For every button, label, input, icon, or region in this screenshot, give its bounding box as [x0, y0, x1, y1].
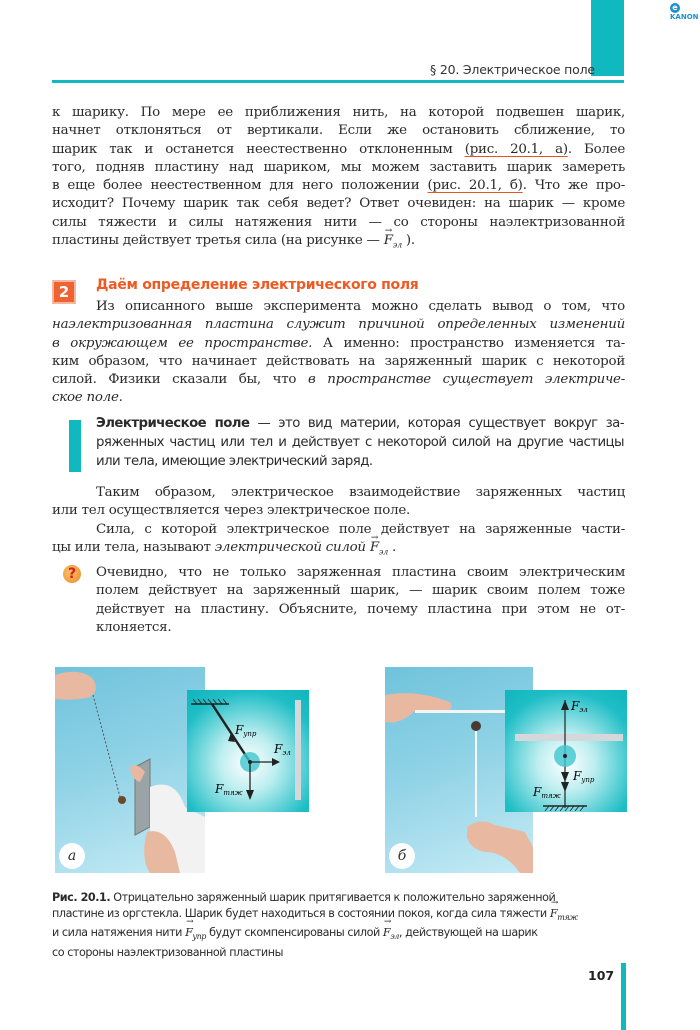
intro-paragraph: к шарику. По мере ее приближения нить, на которой подвешен шарик, начнет отклоняться от вертикали. Если же остановить сближение, то шарик так и останется неестественно отклоненным (рис. 20.1, а). Более того, подняв пластину над шариком, мы можем заставить шарик замереть в еще более неестественном для него положении (рис. 20.1, б). Что же про- исходит? Почему шарик так себя ведет? Ответ очевиден: на шарик — кроме силы тяжести и силы натяжения нити — со стороны наэлектризованной пластины действует третья сила (на рисунке — → $F_{эл}$ ). — [52, 104, 625, 255]
tension-force-symbol: → $F_{упр}$ — [185, 925, 206, 945]
force-diagram-b-svg — [505, 690, 627, 812]
electric-force-label: Fэл — [274, 742, 291, 757]
section-title: Даём определение электрического поля — [96, 277, 419, 293]
page-number: 107 — [588, 968, 615, 983]
figure-caption: Рис. 20.1. Отрицательно заряженный шарик притягивается к положительно заряженной пластине из оргстекла. Шарик будет находиться в состоянии покоя, когда сила тяжести → $F_{тяж}$ и сила натяжения нити → $F_{упр}$ будут скомпенсированы силой → $F_{эл}$, действующей на шарик со стороны наэлектризованной пластины — [52, 890, 592, 960]
gravity-force-symbol: → $F_{тяж}$ — [550, 906, 578, 926]
panel-label-a: а — [59, 843, 85, 869]
experiment-photo-a — [55, 667, 205, 873]
definition-marker — [69, 420, 81, 472]
section-paragraph: Из описанного выше эксперимента можно сделать вывод о том, что наэлектризованная пластина служит причиной определенных изменений в окружающем ее пространстве. А именно: пространство изменяется та- ким образом, что начинает действовать на заряженный шарик с некоторой силой. Физики сказали бы, что в пространстве существует электриче- ское поле. — [52, 299, 625, 406]
caption-label: Рис. 20.1. — [52, 891, 111, 904]
question-paragraph: Очевидно, что не только заряженная пластина своим электрическим полем действует на заряженный шарик, — шарик своим полем тоже действует на пластину. Объясните, почему пластина при этом не от- клоняется. — [96, 565, 625, 635]
question-icon: ? — [63, 565, 81, 583]
electric-force-symbol: → $F_{эл}$ — [383, 925, 399, 945]
figure-ref-b[interactable]: (рис. 20.1, б) — [427, 178, 523, 194]
page-number-bar — [621, 963, 626, 1030]
header-rule — [52, 80, 624, 83]
hand-icon — [385, 693, 452, 722]
force-diagram-a-svg — [187, 690, 309, 812]
electric-force-symbol: → $F_{эл}$ — [384, 232, 402, 255]
hand-icon — [55, 672, 96, 700]
figure-ref-a[interactable]: (рис. 20.1, а) — [464, 141, 568, 157]
force-diagram-b — [505, 690, 627, 812]
definition-block: Электрическое поле — это вид материи, которая существует вокруг за- ряженных частиц или тел и действует с некоторой силой на другие частицы или тела, имеющие электрический заряд. — [96, 416, 624, 469]
gravity-force-label: Fтяж — [215, 782, 243, 797]
force-diagram-a — [187, 690, 309, 812]
publisher-logo: eKANON — [670, 3, 699, 21]
tension-force-label: Fупр — [573, 769, 595, 784]
running-head: § 20. Электрическое поле — [430, 62, 595, 77]
gravity-force-label: Fтяж — [533, 785, 561, 800]
electric-force-label: Fэл — [571, 699, 588, 714]
definition-term: Электрическое поле — [96, 416, 250, 431]
photo-panel-a — [55, 667, 205, 873]
section-number-badge: 2 — [52, 280, 76, 304]
panel-label-b: б — [389, 843, 415, 869]
conclusion-paragraph: Таким образом, электрическое взаимодействие заряженных частиц или тел осуществляется через электрическое поле. Сила, с которой электрическое поле действует на заряженные части- цы или тела, называют электрической силой → $F_{эл}$ . — [52, 484, 625, 562]
tension-force-label: Fупр — [235, 723, 257, 738]
electric-force-symbol: → $F_{эл}$ — [370, 539, 388, 562]
chapter-tab — [591, 0, 624, 76]
